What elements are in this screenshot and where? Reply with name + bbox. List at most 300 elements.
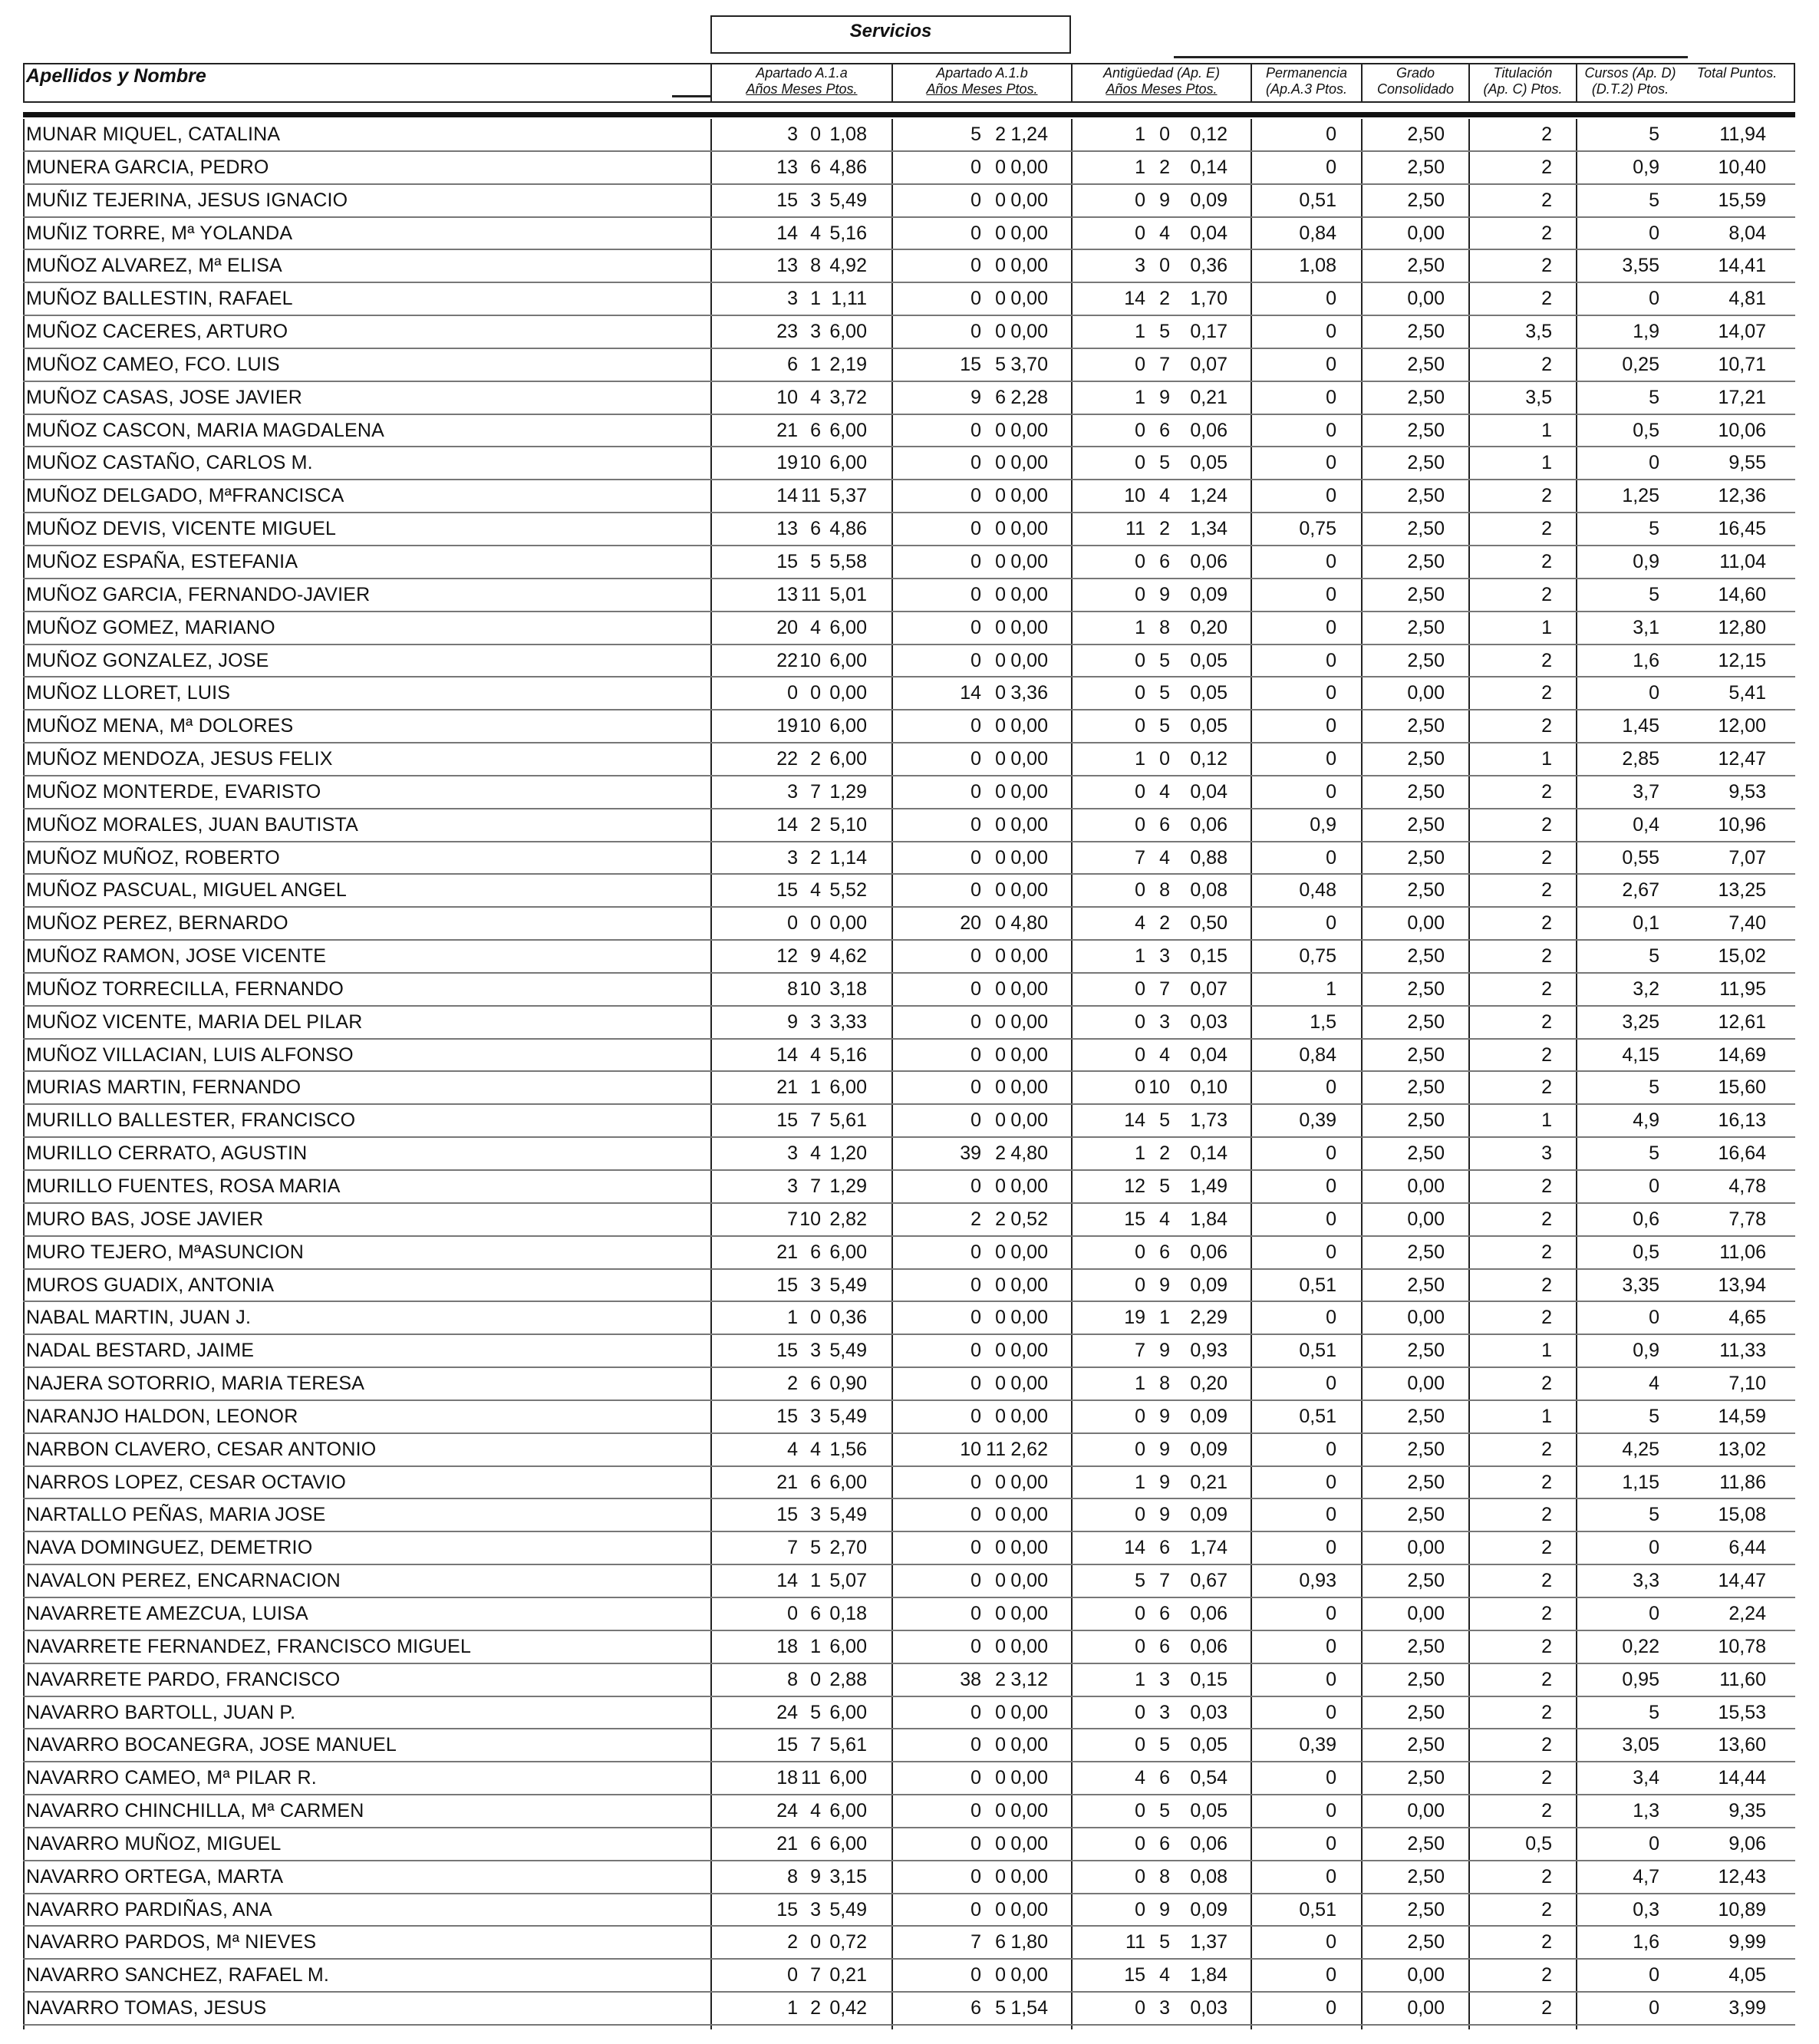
cell-grado: 0,00 <box>1407 1208 1445 1230</box>
cell-grado: 2,50 <box>1407 255 1445 277</box>
cell-a1b-meses: 0 <box>995 1800 1006 1822</box>
cell-a1b-ptos: 2,28 <box>1010 386 1048 408</box>
header-underline <box>672 95 710 97</box>
cell-a1b-anos: 0 <box>970 518 981 540</box>
cell-a1b-anos: 0 <box>970 1734 981 1756</box>
table-row <box>23 1993 1795 2026</box>
cell-cursos: 3,7 <box>1633 780 1659 803</box>
cell-titulacion: 2 <box>1541 1504 1552 1526</box>
table-row <box>23 316 1795 349</box>
cell-grado: 0,00 <box>1407 1373 1445 1395</box>
cell-name: MURILLO BALLESTER, FRANCISCO <box>26 1109 356 1132</box>
cell-antig-meses: 5 <box>1159 1734 1170 1756</box>
cell-permanencia: 0,39 <box>1299 1109 1336 1132</box>
cell-name: MUÑOZ GONZALEZ, JOSE <box>26 649 269 671</box>
cell-a1a-ptos: 4,62 <box>829 945 867 968</box>
cell-antig-ptos: 0,09 <box>1190 1274 1227 1296</box>
cell-antig-anos: 14 <box>1124 288 1145 310</box>
cell-titulacion: 2 <box>1541 1635 1552 1657</box>
cell-titulacion: 2 <box>1541 222 1552 244</box>
cell-antig-ptos: 0,09 <box>1190 1898 1227 1920</box>
cell-a1a-ptos: 5,49 <box>829 1340 867 1362</box>
cell-a1a-anos: 13 <box>776 518 798 540</box>
col-header-cursos-line1: Cursos (Ap. D) <box>1584 65 1676 81</box>
cell-grado: 2,50 <box>1407 550 1445 572</box>
cell-a1b-ptos: 0,00 <box>1010 255 1048 277</box>
cell-antig-anos: 0 <box>1135 1504 1145 1526</box>
cell-a1a-meses: 11 <box>801 1767 821 1789</box>
cell-total: 10,96 <box>1718 813 1766 836</box>
cell-antig-ptos: 1,49 <box>1190 1175 1227 1197</box>
cell-antig-meses: 6 <box>1159 419 1170 441</box>
cell-antig-meses: 0 <box>1159 255 1170 277</box>
cell-permanencia: 0,93 <box>1299 1570 1336 1592</box>
cell-a1a-anos: 3 <box>787 1175 798 1197</box>
cell-a1a-anos: 0 <box>787 682 798 704</box>
cell-cursos: 0,25 <box>1622 353 1659 375</box>
cell-a1a-ptos: 1,29 <box>829 1175 867 1197</box>
cell-titulacion: 2 <box>1541 1931 1552 1953</box>
col-header-permanencia <box>1251 63 1361 103</box>
cell-antig-anos: 0 <box>1135 879 1145 902</box>
cell-total: 12,43 <box>1718 1865 1766 1887</box>
cell-grado: 2,50 <box>1407 1701 1445 1723</box>
cell-titulacion: 2 <box>1541 124 1552 145</box>
cell-a1b-anos: 0 <box>970 485 981 507</box>
cell-permanencia: 0 <box>1326 1865 1336 1887</box>
cell-permanencia: 0 <box>1326 1076 1336 1099</box>
cell-antig-meses: 4 <box>1159 1208 1170 1230</box>
cell-a1b-meses: 0 <box>995 1307 1006 1329</box>
cell-a1b-meses: 0 <box>995 518 1006 540</box>
cell-total: 15,02 <box>1718 945 1766 968</box>
cell-antig-ptos: 0,14 <box>1190 1142 1227 1165</box>
cell-titulacion: 2 <box>1541 1767 1552 1789</box>
cell-name: MUROS GUADIX, ANTONIA <box>26 1274 275 1296</box>
cell-a1b-ptos: 0,00 <box>1010 1043 1048 1066</box>
cell-a1b-meses: 5 <box>995 353 1006 375</box>
cell-antig-anos: 0 <box>1135 1010 1145 1033</box>
cell-a1a-meses: 4 <box>810 1043 821 1066</box>
cell-total: 14,60 <box>1718 583 1766 605</box>
cell-permanencia: 1 <box>1326 977 1336 1000</box>
cell-titulacion: 2 <box>1541 288 1552 310</box>
table-row <box>23 1302 1795 1335</box>
cell-a1a-ptos: 6,00 <box>829 1800 867 1822</box>
table-row <box>23 842 1795 875</box>
cell-a1b-anos: 6 <box>970 1997 981 2019</box>
cell-permanencia: 0 <box>1326 1635 1336 1657</box>
cell-permanencia: 0,51 <box>1299 1898 1336 1920</box>
col-header-titulacion-line1: Titulación <box>1493 65 1553 81</box>
col-header-grado-line2: Consolidado <box>1376 81 1455 97</box>
table-row <box>23 1631 1795 1664</box>
cell-a1b-ptos: 0,00 <box>1010 1241 1048 1263</box>
cell-antig-ptos: 0,04 <box>1190 780 1227 803</box>
cell-name: MUÑOZ ESPAÑA, ESTEFANIA <box>26 550 298 572</box>
cell-cursos: 0,9 <box>1633 156 1659 178</box>
cell-a1b-anos: 0 <box>970 1109 981 1132</box>
cell-name: MURO BAS, JOSE JAVIER <box>26 1208 264 1230</box>
cell-total: 14,44 <box>1718 1767 1766 1789</box>
cell-a1b-ptos: 0,00 <box>1010 715 1048 737</box>
table-row <box>23 513 1795 546</box>
cell-a1b-meses: 0 <box>995 1043 1006 1066</box>
cell-total: 11,06 <box>1719 1241 1766 1263</box>
cell-titulacion: 2 <box>1541 1241 1552 1263</box>
cell-antig-ptos: 0,67 <box>1190 1570 1227 1592</box>
cell-a1a-meses: 4 <box>810 1438 821 1460</box>
cell-name: NAVALON PEREZ, ENCARNACION <box>26 1570 341 1592</box>
cell-cursos: 0 <box>1649 1964 1659 1986</box>
cell-name: MUÑOZ LLORET, LUIS <box>26 682 231 704</box>
cell-a1b-anos: 0 <box>970 1307 981 1329</box>
cell-a1b-ptos: 0,00 <box>1010 616 1048 638</box>
cell-antig-anos: 0 <box>1135 353 1145 375</box>
cell-a1a-meses: 1 <box>810 1076 821 1099</box>
cell-total: 10,78 <box>1718 1635 1766 1657</box>
cell-a1a-anos: 15 <box>776 1504 798 1526</box>
cell-a1b-meses: 0 <box>995 879 1006 902</box>
cell-antig-ptos: 1,24 <box>1190 485 1227 507</box>
cell-a1b-meses: 0 <box>995 1767 1006 1789</box>
cell-antig-ptos: 0,09 <box>1190 189 1227 211</box>
table-row <box>23 1499 1795 1532</box>
cell-grado: 2,50 <box>1407 879 1445 902</box>
cell-a1a-anos: 0 <box>787 1964 798 1986</box>
cell-permanencia: 0 <box>1326 1241 1336 1263</box>
cell-antig-anos: 19 <box>1124 1307 1145 1329</box>
cell-total: 14,69 <box>1718 1043 1766 1066</box>
cell-a1b-anos: 0 <box>970 1800 981 1822</box>
cell-permanencia: 0 <box>1326 124 1336 145</box>
cell-cursos: 2,67 <box>1622 879 1659 902</box>
cell-a1a-anos: 18 <box>776 1767 798 1789</box>
col-header-a1a-line2: Años Meses Ptos. <box>746 81 858 97</box>
cell-permanencia: 0 <box>1326 485 1336 507</box>
cell-antig-anos: 12 <box>1124 1175 1145 1197</box>
cell-titulacion: 2 <box>1541 846 1552 869</box>
cell-titulacion: 1 <box>1541 616 1552 638</box>
cell-a1b-ptos: 0,00 <box>1010 977 1048 1000</box>
cell-a1b-ptos: 0,00 <box>1010 1635 1048 1657</box>
cell-antig-anos: 15 <box>1124 1208 1145 1230</box>
cell-grado: 2,50 <box>1407 1438 1445 1460</box>
table-row <box>23 1565 1795 1598</box>
cell-antig-anos: 0 <box>1135 1997 1145 2019</box>
cell-cursos: 3,35 <box>1622 1274 1659 1296</box>
cell-antig-meses: 7 <box>1159 1570 1170 1592</box>
cell-cursos: 4,7 <box>1633 1865 1659 1887</box>
cell-cursos: 4,15 <box>1622 1043 1659 1066</box>
cell-a1a-ptos: 0,00 <box>829 682 867 704</box>
cell-name: MUÑOZ CACERES, ARTURO <box>26 321 288 343</box>
cell-antig-ptos: 0,21 <box>1190 386 1227 408</box>
cell-a1a-ptos: 0,00 <box>829 912 867 935</box>
cell-antig-anos: 0 <box>1135 1076 1145 1099</box>
cell-titulacion: 2 <box>1541 1898 1552 1920</box>
cell-cursos: 3,3 <box>1633 1570 1659 1592</box>
cell-antig-meses: 9 <box>1159 1898 1170 1920</box>
cell-a1a-anos: 3 <box>787 288 798 310</box>
cell-antig-ptos: 0,04 <box>1190 222 1227 244</box>
cell-a1b-anos: 5 <box>970 124 981 145</box>
cell-a1a-anos: 15 <box>776 879 798 902</box>
table-row <box>23 1138 1795 1171</box>
cell-permanencia: 0,75 <box>1299 518 1336 540</box>
cell-a1a-meses: 3 <box>810 1898 821 1920</box>
cell-antig-anos: 1 <box>1135 945 1145 968</box>
cell-cursos: 0,95 <box>1622 1668 1659 1690</box>
cell-a1a-anos: 8 <box>787 1865 798 1887</box>
cell-total: 4,78 <box>1728 1175 1766 1197</box>
cell-a1b-ptos: 0,00 <box>1010 1734 1048 1756</box>
cell-name: MUÑOZ PASCUAL, MIGUEL ANGEL <box>26 879 347 902</box>
cell-antig-ptos: 0,54 <box>1190 1767 1227 1789</box>
table-row <box>23 776 1795 809</box>
cell-permanencia: 0 <box>1326 1373 1336 1395</box>
cell-antig-anos: 0 <box>1135 1734 1145 1756</box>
cell-grado: 2,50 <box>1407 1898 1445 1920</box>
cell-antig-anos: 7 <box>1135 1340 1145 1362</box>
cell-name: MUÑOZ RAMON, JOSE VICENTE <box>26 945 327 968</box>
cell-a1a-anos: 3 <box>787 780 798 803</box>
cell-antig-ptos: 1,37 <box>1190 1931 1227 1953</box>
cell-permanencia: 0,84 <box>1299 222 1336 244</box>
cell-titulacion: 2 <box>1541 1734 1552 1756</box>
cell-a1b-anos: 0 <box>970 550 981 572</box>
cell-titulacion: 2 <box>1541 583 1552 605</box>
cell-antig-meses: 8 <box>1159 1865 1170 1887</box>
cell-antig-ptos: 0,09 <box>1190 1405 1227 1427</box>
cell-a1b-ptos: 0,00 <box>1010 649 1048 671</box>
cell-total: 15,08 <box>1718 1504 1766 1526</box>
cell-titulacion: 3,5 <box>1525 321 1552 343</box>
cell-a1a-meses: 4 <box>810 1800 821 1822</box>
cell-permanencia: 0 <box>1326 452 1336 474</box>
cell-a1b-ptos: 4,80 <box>1010 1142 1048 1165</box>
cell-total: 11,94 <box>1719 124 1766 145</box>
cell-grado: 2,50 <box>1407 124 1445 145</box>
table-row <box>23 645 1795 678</box>
cell-a1a-ptos: 0,90 <box>829 1373 867 1395</box>
cell-grado: 2,50 <box>1407 485 1445 507</box>
cell-a1a-ptos: 4,86 <box>829 518 867 540</box>
cell-antig-ptos: 0,06 <box>1190 550 1227 572</box>
cell-a1a-meses: 0 <box>810 1307 821 1329</box>
table-row <box>23 1729 1795 1762</box>
cell-a1a-ptos: 6,00 <box>829 1832 867 1854</box>
cell-total: 13,60 <box>1718 1734 1766 1756</box>
cell-antig-ptos: 0,05 <box>1190 1800 1227 1822</box>
cell-a1b-meses: 0 <box>995 912 1006 935</box>
cell-cursos: 1,25 <box>1622 485 1659 507</box>
cell-antig-ptos: 0,06 <box>1190 1241 1227 1263</box>
cell-cursos: 1,6 <box>1633 1931 1659 1953</box>
cell-titulacion: 2 <box>1541 780 1552 803</box>
table-row <box>23 1532 1795 1565</box>
cell-antig-anos: 0 <box>1135 1701 1145 1723</box>
cell-a1a-anos: 14 <box>776 485 798 507</box>
cell-a1b-ptos: 0,00 <box>1010 321 1048 343</box>
cell-a1a-anos: 3 <box>787 124 798 145</box>
cell-titulacion: 2 <box>1541 1373 1552 1395</box>
cell-antig-anos: 0 <box>1135 977 1145 1000</box>
cell-a1a-meses: 5 <box>810 1701 821 1723</box>
cell-titulacion: 0,5 <box>1525 1832 1552 1854</box>
cell-grado: 2,50 <box>1407 1734 1445 1756</box>
cell-antig-ptos: 1,84 <box>1190 1208 1227 1230</box>
cell-name: NARANJO HALDON, LEONOR <box>26 1405 298 1427</box>
table-row <box>23 1072 1795 1105</box>
cell-titulacion: 1 <box>1541 748 1552 770</box>
cell-a1a-meses: 6 <box>810 1373 821 1395</box>
cell-permanencia: 0 <box>1326 353 1336 375</box>
cell-cursos: 3,25 <box>1622 1010 1659 1033</box>
cell-total: 11,86 <box>1719 1471 1766 1493</box>
cell-titulacion: 2 <box>1541 156 1552 178</box>
cell-grado: 2,50 <box>1407 583 1445 605</box>
cell-a1a-meses: 1 <box>810 353 821 375</box>
cell-a1a-ptos: 5,49 <box>829 189 867 211</box>
cell-total: 7,78 <box>1728 1208 1766 1230</box>
cell-total: 14,59 <box>1718 1405 1766 1427</box>
cell-a1b-anos: 0 <box>970 1274 981 1296</box>
cell-a1a-ptos: 6,00 <box>829 1076 867 1099</box>
cell-grado: 2,50 <box>1407 156 1445 178</box>
cell-grado: 2,50 <box>1407 616 1445 638</box>
table-row <box>23 677 1795 710</box>
cell-antig-ptos: 1,84 <box>1190 1964 1227 1986</box>
cell-titulacion: 2 <box>1541 189 1552 211</box>
cell-a1a-anos: 21 <box>776 1241 798 1263</box>
cell-a1b-ptos: 0,00 <box>1010 1109 1048 1132</box>
cell-name: MUÑOZ MENDOZA, JESUS FELIX <box>26 748 333 770</box>
cell-a1b-ptos: 0,00 <box>1010 1274 1048 1296</box>
cell-a1b-meses: 0 <box>995 1076 1006 1099</box>
cell-grado: 0,00 <box>1407 1307 1445 1329</box>
cell-cursos: 0 <box>1649 1997 1659 2019</box>
cell-a1b-ptos: 0,00 <box>1010 550 1048 572</box>
cell-antig-ptos: 0,20 <box>1190 616 1227 638</box>
table-row <box>23 743 1795 776</box>
cell-a1a-ptos: 3,18 <box>829 977 867 1000</box>
cell-a1b-anos: 7 <box>970 1931 981 1953</box>
cell-a1b-ptos: 0,00 <box>1010 846 1048 869</box>
cell-grado: 2,50 <box>1407 1076 1445 1099</box>
cell-permanencia: 0 <box>1326 1701 1336 1723</box>
cell-a1a-ptos: 6,00 <box>829 1767 867 1789</box>
cell-a1a-meses: 6 <box>810 518 821 540</box>
cell-a1a-anos: 21 <box>776 1471 798 1493</box>
cell-name: MURILLO CERRATO, AGUSTIN <box>26 1142 308 1165</box>
cell-antig-anos: 0 <box>1135 813 1145 836</box>
cell-antig-meses: 5 <box>1159 682 1170 704</box>
cell-name: NAVARRO CHINCHILLA, Mª CARMEN <box>26 1800 364 1822</box>
cell-a1a-meses: 6 <box>810 1471 821 1493</box>
cell-a1a-anos: 19 <box>776 452 798 474</box>
cell-antig-anos: 0 <box>1135 189 1145 211</box>
cell-a1b-meses: 2 <box>995 124 1006 145</box>
cell-a1b-meses: 0 <box>995 1701 1006 1723</box>
cell-permanencia: 0,51 <box>1299 189 1336 211</box>
cell-permanencia: 0 <box>1326 386 1336 408</box>
cell-a1b-meses: 0 <box>995 780 1006 803</box>
cell-cursos: 0 <box>1649 682 1659 704</box>
cell-cursos: 1,3 <box>1633 1800 1659 1822</box>
cell-a1a-anos: 20 <box>776 616 798 638</box>
cell-a1b-anos: 0 <box>970 748 981 770</box>
cell-a1a-anos: 15 <box>776 1405 798 1427</box>
cell-a1b-anos: 0 <box>970 1175 981 1197</box>
col-header-cursos-line2: (D.T.2) Ptos. <box>1591 81 1669 97</box>
cell-a1a-meses: 4 <box>810 222 821 244</box>
cell-a1a-anos: 1 <box>787 1997 798 2019</box>
cell-name: NAVARRO SANCHEZ, RAFAEL M. <box>26 1964 330 1986</box>
cell-antig-meses: 3 <box>1159 1997 1170 2019</box>
cell-cursos: 1,15 <box>1622 1471 1659 1493</box>
cell-a1b-meses: 0 <box>995 1865 1006 1887</box>
col-header-grado-line1: Grado <box>1396 65 1435 81</box>
cell-a1a-ptos: 5,16 <box>829 222 867 244</box>
cell-total: 14,07 <box>1718 321 1766 343</box>
cell-a1b-ptos: 0,00 <box>1010 945 1048 968</box>
table-row <box>23 1861 1795 1894</box>
cell-antig-ptos: 2,29 <box>1190 1307 1227 1329</box>
cell-a1a-anos: 4 <box>787 1438 798 1460</box>
cell-a1a-ptos: 5,01 <box>829 583 867 605</box>
header-separator <box>23 112 1795 117</box>
cell-antig-anos: 0 <box>1135 780 1145 803</box>
cell-a1b-anos: 0 <box>970 156 981 178</box>
cell-a1b-ptos: 0,00 <box>1010 1405 1048 1427</box>
cell-grado: 2,50 <box>1407 715 1445 737</box>
cell-antig-ptos: 0,09 <box>1190 1438 1227 1460</box>
cell-a1b-anos: 0 <box>970 583 981 605</box>
col-header-a1b <box>891 63 1071 103</box>
cell-a1b-ptos: 3,36 <box>1010 682 1048 704</box>
cell-a1a-meses: 10 <box>799 452 821 474</box>
cell-a1b-meses: 0 <box>995 748 1006 770</box>
cell-grado: 2,50 <box>1407 1668 1445 1690</box>
cell-grado: 2,50 <box>1407 1471 1445 1493</box>
cell-a1a-ptos: 1,11 <box>831 288 867 310</box>
cell-antig-meses: 8 <box>1159 616 1170 638</box>
cell-a1b-anos: 0 <box>970 1537 981 1559</box>
cell-a1b-anos: 0 <box>970 977 981 1000</box>
cell-a1b-meses: 6 <box>995 386 1006 408</box>
cell-a1b-ptos: 0,00 <box>1010 1471 1048 1493</box>
cell-total: 4,81 <box>1728 288 1766 310</box>
cell-titulacion: 2 <box>1541 1602 1552 1624</box>
cell-a1a-ptos: 5,49 <box>829 1898 867 1920</box>
table-row <box>23 612 1795 645</box>
cell-a1b-meses: 0 <box>995 288 1006 310</box>
cell-a1b-ptos: 0,00 <box>1010 780 1048 803</box>
cell-antig-meses: 3 <box>1159 945 1170 968</box>
cell-a1a-anos: 13 <box>776 255 798 277</box>
cell-antig-meses: 9 <box>1159 1504 1170 1526</box>
cell-a1b-ptos: 0,00 <box>1010 1504 1048 1526</box>
cell-cursos: 3,1 <box>1633 616 1659 638</box>
cell-total: 16,45 <box>1718 518 1766 540</box>
cell-grado: 2,50 <box>1407 321 1445 343</box>
cell-a1a-ptos: 6,00 <box>829 321 867 343</box>
table-row <box>23 1795 1795 1828</box>
cell-permanencia: 0,51 <box>1299 1405 1336 1427</box>
cell-a1a-ptos: 5,49 <box>829 1274 867 1296</box>
cell-a1a-meses: 4 <box>810 1142 821 1165</box>
